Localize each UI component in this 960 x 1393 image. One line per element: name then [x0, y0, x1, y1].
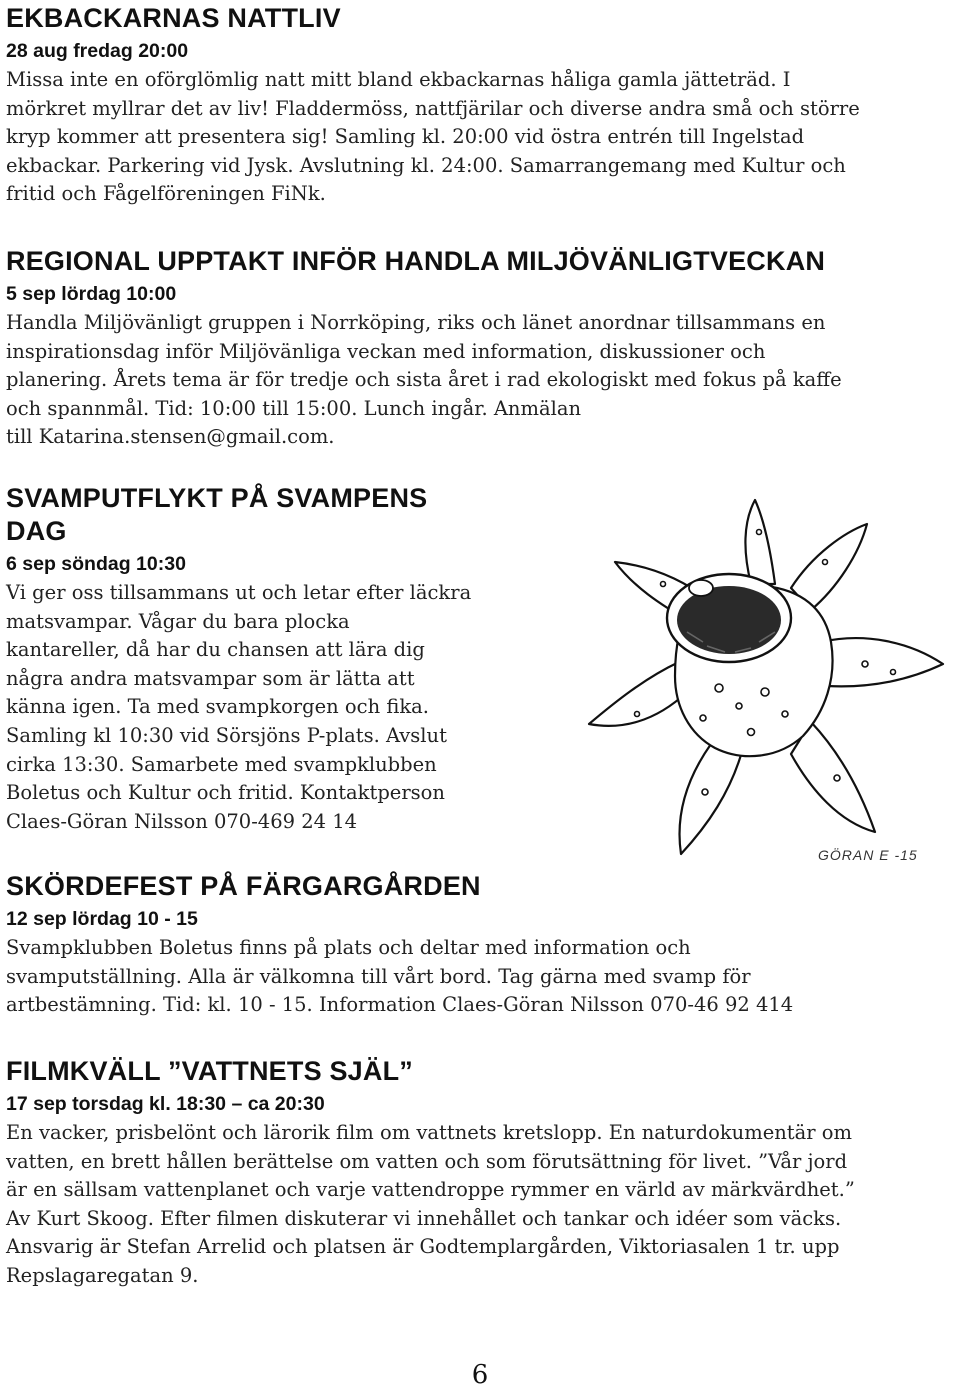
texture-spot [715, 684, 723, 692]
event-title [6, 482, 476, 548]
event-date: 5 sep lördag 10:00 [6, 283, 177, 305]
texture-spot [702, 789, 708, 795]
event-svamputflykt [6, 482, 566, 836]
description-line: matsvampar. Vågar du bara plocka [6, 609, 350, 633]
event-date: 17 sep torsdag kl. 18:30 – ca 20:30 [6, 1093, 325, 1115]
texture-spot [891, 670, 896, 675]
texture-spot [635, 712, 640, 717]
texture-spot [823, 560, 828, 565]
description-line: Svampklubben Boletus finns på plats och deltar med information och [6, 936, 691, 959]
event-title: FILMKVÄLL ”VATTNETS SJÄL” [6, 1056, 413, 1086]
event-date: 12 sep lördag 10 - 15 [6, 908, 198, 930]
description-line: cirka 13:30. Samarbete med svampklubben [6, 752, 437, 776]
earthstar-mushroom-illustration [575, 492, 955, 872]
description-line: artbestämning. Tid: kl. 10 - 15. Information Claes-Göran Nilsson 070-46 92 414 [6, 993, 794, 1017]
description-line: vatten, en brett hållen berättelse om vatten och som förutsättning för livet. ”Vår jord [6, 1149, 848, 1173]
description-line: svamputställning. Alla är välkomna till vårt bord. Tag gärna med svamp för [6, 964, 751, 988]
event-title-line: DAG [6, 516, 67, 546]
description-line: inspirationsdag inför Miljövänliga veckan med information, diskussioner och [6, 339, 766, 363]
mushroom-ray [791, 722, 875, 832]
texture-spot [757, 530, 762, 535]
event-date: 28 aug fredag 20:00 [6, 40, 189, 62]
event-description [6, 934, 954, 1020]
mushroom-ray [745, 500, 775, 584]
description-line: fritid och Fågelföreningen FiNk. [6, 182, 326, 206]
description-line: En vacker, prisbelönt och lärorik film om vattnets kretslopp. En naturdokumentär om [6, 1121, 853, 1144]
texture-spot [862, 661, 868, 667]
texture-spot [736, 703, 742, 709]
description-line: är en sällsam vattenplanet och varje vattendroppe rymmer en värld av märkvärdhet.” [6, 1178, 855, 1202]
description-line: planering. Årets tema är för tredje och sista året i rad ekologiskt med fokus på kaffe [6, 368, 842, 392]
texture-spot [782, 711, 788, 717]
event-date: 6 sep söndag 10:30 [6, 553, 186, 575]
description-line: Repslagaregatan 9. [6, 1263, 199, 1287]
texture-spot [661, 582, 666, 587]
description-line: Claes-Göran Nilsson 070-469 24 14 [6, 809, 358, 833]
event-skordefest [6, 870, 954, 1020]
description-line: Samling kl 10:30 vid Sörsjöns P-plats. Avslut [6, 723, 447, 747]
description-line: och spannmål. Tid: 10:00 till 15:00. Lunch ingår. Anmälan [6, 396, 582, 420]
event-description [6, 309, 954, 452]
description-line: Boletus och Kultur och fritid. Kontaktperson [6, 781, 445, 805]
event-title: SKÖRDEFEST PÅ FÄRGARGÅRDEN [6, 871, 481, 901]
texture-spot [700, 715, 706, 721]
event-title: EKBACKARNAS NATTLIV [6, 3, 341, 33]
description-line: Handla Miljövänligt gruppen i Norrköping, riks och länet anordnar tillsammans en [6, 311, 826, 334]
illustration-signature: GÖRAN E -15 [818, 847, 918, 863]
event-description [6, 1119, 954, 1291]
description-line: Ansvarig är Stefan Arrelid och platsen är Godtemplargården, Viktoriasalen 1 tr. upp [6, 1235, 840, 1259]
page-number: 6 [471, 1360, 489, 1390]
description-line: ekbackar. Parkering vid Jysk. Avslutning kl. 24:00. Samarrangemang med Kultur och [6, 153, 846, 177]
description-line: Missa inte en oförglömlig natt mitt bland ekbackarnas håliga gamla jätteträd. I [6, 68, 791, 91]
event-filmkvall [6, 1055, 954, 1291]
spore-sac-shading [677, 586, 781, 654]
description-line: Vi ger oss tillsammans ut och letar efter läckra [6, 581, 472, 604]
description-line: mörkret myllrar det av liv! Fladdermöss, nattfjärilar och diverse andra små och större [6, 96, 860, 120]
description-line: kryp kommer att presentera sig! Samling kl. 20:00 vid östra entrén till Ingelstad [6, 125, 805, 149]
description-line: till Katarina.stensen@gmail.com. [6, 425, 335, 449]
description-line: känna igen. Ta med svampkorgen och fika. [6, 695, 429, 719]
mushroom-ray [679, 744, 743, 854]
event-title: REGIONAL UPPTAKT INFÖR HANDLA MILJÖVÄNLIGTVECKAN [6, 246, 826, 276]
event-regional-upptakt [6, 245, 954, 452]
texture-spot [834, 775, 840, 781]
mushroom-ray [821, 638, 943, 686]
event-description [6, 66, 956, 209]
description-line: Av Kurt Skoog. Efter filmen diskuterar vi innehållet och tankar och idéer som väcks. [6, 1206, 842, 1230]
texture-spot [761, 688, 769, 696]
description-line: kantareller, då har du chansen att lära dig [6, 638, 425, 662]
texture-spot [748, 729, 755, 736]
spore-sac-opening [689, 580, 713, 596]
description-line: några andra matsvampar som är lätta att [6, 666, 415, 690]
event-description [6, 579, 566, 836]
event-ekbackarnas-nattliv [6, 2, 954, 209]
event-title-line: SVAMPUTFLYKT PÅ SVAMPENS [6, 483, 428, 513]
